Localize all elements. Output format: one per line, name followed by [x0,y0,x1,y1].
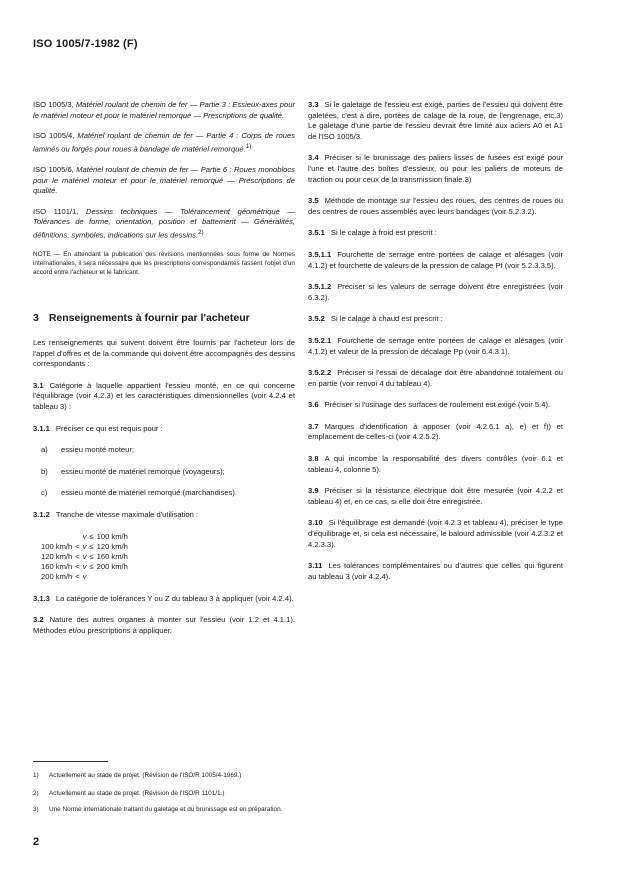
clause-3-5-1-2: 3.5.1.2 Préciser si les valeurs de serrage doivent être enregistrées (voir 6.3.2). [308,282,563,302]
document-header: ISO 1005/7-1982 (F) [33,38,138,50]
clause-3-11: 3.11 Les tolérances complémentaires ou d'autres que celles qui figurent au tableau 3 (voir 4.2.4). [308,561,563,581]
clause-3-5-2-1: 3.5.2.1 Fourchette de serrage entre portées de calage et alésages (voir 4.1.2) et valeur de la pression de décalage Pp (voir 6.4.3.1). [308,335,563,356]
list-item: c) essieu monté de matériel remorqué (marchandises). [41,488,237,498]
section-heading: 3 Renseignements à fournir par l'acheteur [33,312,250,325]
reference-iso-1101-1: ISO 1101/1, Dessins techniques — Tolérancement géométrique — Tolérances de forme, orientation, position et battement — Généralités, définitions, symboles, indications sur les dessins.$^{2)}$ [33,206,295,240]
clause-3-10: 3.10 Si l'équilibrage est demandé (voir 4.2.3 et tableau 4), préciser le type d'équilibrage et, si cela est nécessaire, le balourd admissible (voir 4.2.3.2 et 4.2.3.3). [308,518,563,549]
table-row: 200 km/h < v [41,571,87,581]
clause-3-2: 3.2 Nature des autres organes à monter sur l'essieu (voir 1.2 et 4.1.1). Méthodes et/ou prescriptions à appliquer. [33,615,295,635]
footnote-1: 1) Actuellement au stade de projet. (Révision de l'ISO/R 1005/4-1969.) [33,772,242,779]
right-column [308,100,563,593]
clause-3-3: 3.3 Si le galetage de l'essieu est exigé, parties de l'essieu qui doivent être galetées, c'est à dire, portées de calage de la roue, de l'engrenage, etc.3) Le galetage d'une partie de l'essieu devrait être limité aux aciers A0 et A1 de l'ISO 1005/3. [308,100,563,141]
footnote-3: 3) Une Norme internationale traitant du galetage et du brunissage est en préparation. [33,806,283,813]
table-row: 160 km/h < v ≤ 200 km/h [41,561,128,571]
clause-3-4: 3.4 Préciser si le brunissage des paliers lisses de fusées est exigé pour l'une et l'autre des boîtes d'essieux, ou pour les paliers de moteurs de traction ou pour ceux de la transmission finale.3) [308,153,563,184]
note: NOTE — En attendant la publication des révisions mentionnées sous forme de Normes internationales, il sera nécessaire que les prescriptions correspondantes fassent l'objet d'un accord entre l'acheteur et le fabricant. [33,251,295,276]
speed-range-table [41,532,131,582]
clause-3-1: 3.1 Catégorie à laquelle appartient l'essieu monté, en ce qui concerne l'équilibrage (voir 4.2.3) et les caractéristiques dimensionnelles (voir 4.2.4 et tableau 3) : [33,380,295,411]
clause-3-1-3: 3.1.3 La catégorie de tolérances Y ou Z du tableau 3 à appliquer (voir 4.2.4). [33,593,294,603]
table-row: 100 km/h < v ≤ 120 km/h [41,541,128,551]
list-item: a) essieu monté moteur; [41,445,135,455]
page-number: 2 [33,836,40,848]
clause-3-8: 3.8 A qui incombe la responsabilité des divers contrôles (voir 6.1 et tableau 4, colonne 5). [308,454,563,474]
footnote-2: 2) Actuellement au stade de projet. (Révision de l'ISO/R 1101/1.) [33,790,225,797]
clause-3-5-1: 3.5.1 Si le calage à froid est prescrit : [308,228,437,238]
clause-3-5-2-2: 3.5.2.2 Préciser si l'essai de décalage doit être abandonné totalement ou en partie (voir renvoi 4 du tableau 4). [308,368,563,388]
clause-3-6: 3.6 Préciser si l'usinage des surfaces de roulement est exigé (voir 5.4). [308,400,551,410]
table-row: 120 km/h < v ≤ 160 km/h [41,551,128,561]
reference-iso-1005-6: ISO 1005/6, Matériel roulant de chemin de fer — Partie 6 : Roues monoblocs pour le matériel moteur et pour le matériel remorqué — Prescriptions de qualité. [33,164,295,196]
clause-3-5-1-1: 3.5.1.1 Fourchette de serrage entre portées de calage et alésages (voir 4.1.2) et fourchette de valeurs de la pression de calage Pf (voir 5.2.3.3.5). [308,249,563,270]
intro-paragraph: Les renseignements qui suivent doivent être fournis par l'acheteur lors de l'appel d'offres et de la commande qui doivent être accompagnés des dessins correspondants : [33,337,295,369]
reference-iso-1005-4: ISO 1005/4, Matériel roulant de chemin de fer — Partie 4 : Corps de roues laminés ou forgés pour roues à bandage de matériel remorqué.$^{1)}$ [33,131,295,154]
clause-3-9: 3.9 Préciser si la résistance électrique doit être mesurée (voir 4.2.2 et tableau 4) et, en ce cas, si elle doit être enregistrée. [308,486,563,506]
clause-3-5: 3.5 Méthode de montage sur l'essieu des roues, des centres de roues ou des centres de roues assemblés avec leurs bandages (voir 5.2.3.2). [308,196,563,216]
reference-iso-1005-3: ISO 1005/3, Matériel roulant de chemin de fer — Partie 3 : Essieux-axes pour le matériel moteur et pour le matériel remorqué — Prescriptions de qualité. [33,100,295,120]
footnote-divider [33,761,108,762]
left-column [33,100,295,647]
clause-3-7: 3.7 Marques d'identification à apposer (voir 4.2.6.1 a), e) et f)) et emplacement de celles-ci (voir 4.2.5.2). [308,421,563,442]
table-row: v ≤ 100 km/h [82,531,128,541]
list-item: b) essieu monté de matériel remorqué (voyageurs); [41,466,225,476]
clause-3-1-2: 3.1.2 Tranche de vitesse maximale d'utilisation : [33,509,199,519]
clause-3-1-1: 3.1.1 Préciser ce qui est requis pour : [33,423,163,433]
clause-3-5-2: 3.5.2 Si le calage à chaud est prescrit : [308,314,443,324]
